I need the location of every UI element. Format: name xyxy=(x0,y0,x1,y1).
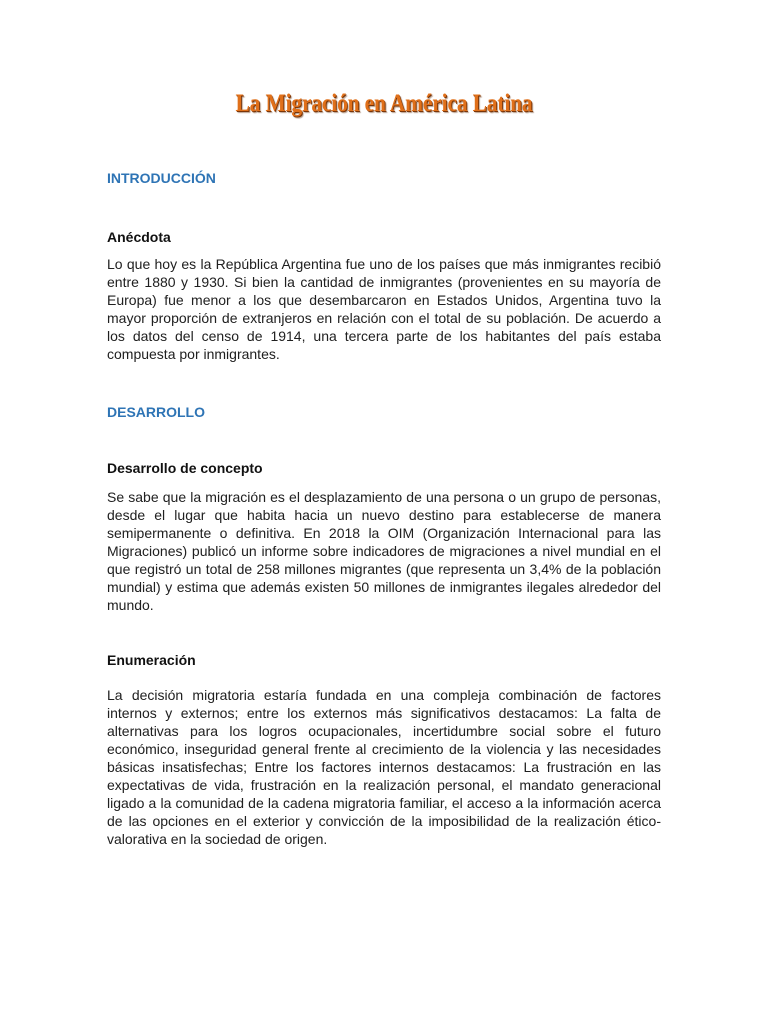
subheading-desarrollo-de-concepto: Desarrollo de concepto xyxy=(107,460,263,476)
section-heading-desarrollo: DESARROLLO xyxy=(107,404,205,420)
document-title: La Migración en América Latina xyxy=(235,90,533,117)
paragraph-enumeracion: La decisión migratoria estaría fundada en una compleja combinación de factores internos y externos; entre los externos más significativos destacamos: La falta de alternativas para los logros ocupacionales, incertidumbre social sobre el futuro económico, inseguridad general frente al crecimiento de la violencia y las necesidades básicas insatisfechas; Entre los factores internos destacamos: La frustración en las expectativas de vida, frustración en la realización personal, el mandato generacional ligado a la comunidad de la cadena migratoria familiar, el acceso a la información acerca de las opciones en el exterior y convicción de la imposibilidad de la realización ético-valorativa en la sociedad de origen. xyxy=(107,687,661,847)
paragraph-desarrollo-de-concepto: Se sabe que la migración es el desplazamiento de una persona o un grupo de personas, desde el lugar que habita hacia un nuevo destino para establecerse de manera semipermanente o definitiva. En 2018 la OIM (Organización Internacional para las Migraciones) publicó un informe sobre indicadores de migraciones a nivel mundial en el que registró un total de 258 millones migrantes (que representa un 3,4% de la población mundial) y estima que además existen 50 millones de inmigrantes ilegales alrededor del mundo. xyxy=(107,489,661,613)
section-heading-introduccion: INTRODUCCIÓN xyxy=(107,170,216,186)
subheading-anecdota: Anécdota xyxy=(107,229,171,245)
paragraph-anecdota: Lo que hoy es la República Argentina fue uno de los países que más inmigrantes recibió entre 1880 y 1930. Si bien la cantidad de inmigrantes (provenientes en su mayoría de Europa) fue menor a los que desembarcaron en Estados Unidos, Argentina tuvo la mayor proporción de extranjeros en relación con el total de su población. De acuerdo a los datos del censo de 1914, una tercera parte de los habitantes del país estaba compuesta por inmigrantes. xyxy=(107,256,661,362)
subheading-enumeracion: Enumeración xyxy=(107,652,196,668)
